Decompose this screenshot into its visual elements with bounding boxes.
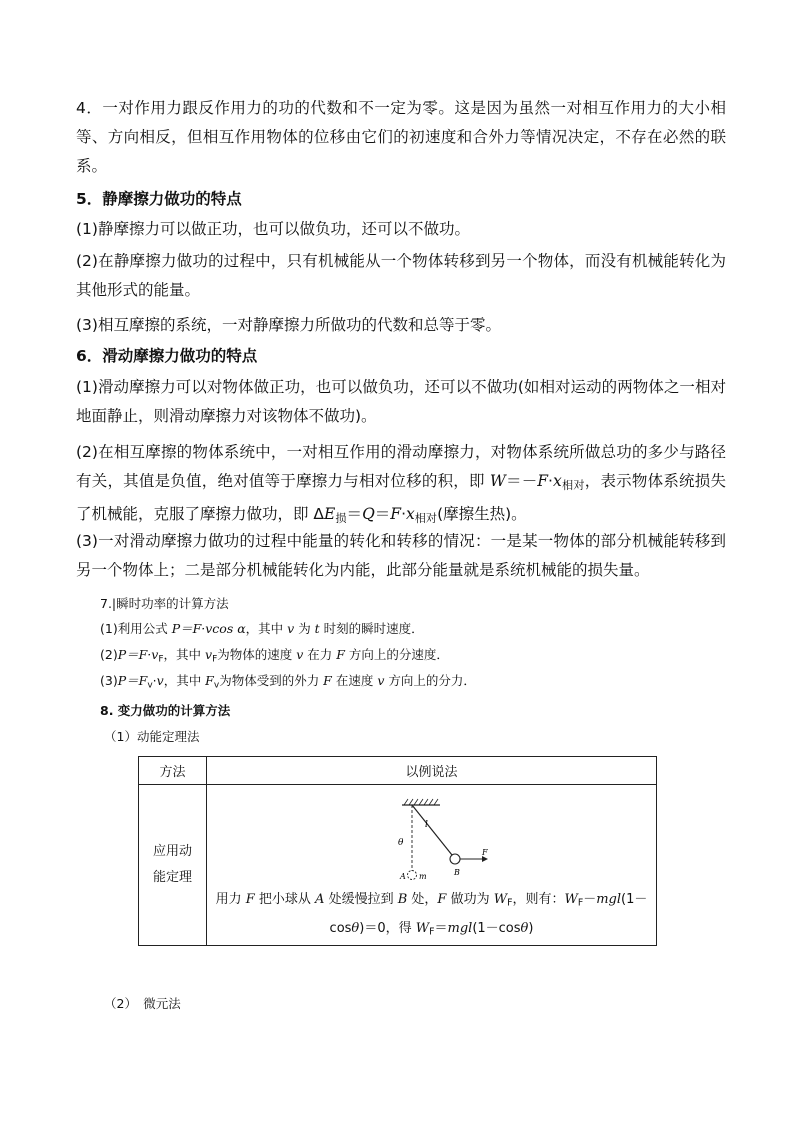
method-name-cell — [139, 785, 207, 946]
item-6-point-1: (1)滑动摩擦力可以对物体做正功，也可以做负功，还可以不做功(如相对运动的两物体之一相对地面静止，则滑动摩擦力对该物体不做功)。 — [76, 378, 726, 425]
label-a: A — [400, 872, 406, 881]
item-7-heading: 7.|瞬时功率的计算方法 — [100, 596, 229, 611]
method-name-line-2: 能定理 — [152, 870, 192, 885]
label-l: l — [425, 820, 428, 830]
ball-start-position — [408, 871, 417, 880]
label-b: B — [454, 868, 460, 877]
item-8-heading: 8. 变力做功的计算方法 — [100, 703, 231, 718]
item-7-line-1: (1)利用公式 P＝F·vcos α，其中 v 为 t 时刻的瞬时速度． — [100, 621, 424, 636]
item-5-point-2: (2)在静摩擦力做功的过程中，只有机械能从一个物体转移到另一个物体，而没有机械能转化为其他形式的能量。 — [76, 252, 726, 299]
item-8-sub-1: （1）动能定理法 — [104, 729, 200, 744]
label-m: m — [419, 872, 427, 881]
table-header-method: 方法 — [139, 757, 207, 785]
item-8-sub-2: （2） 微元法 — [104, 996, 181, 1011]
example-cell — [207, 785, 657, 946]
item-6-point-3: (3)一对滑动摩擦力做功的过程中能量的转化和转移的情况：一是某一物体的部分机械能转移到另一个物体上；二是部分机械能转化为内能，此部分能量就是系统机械能的损失量。 — [76, 532, 726, 579]
item-5-point-1: (1)静摩擦力可以做正功，也可以做负功，还可以不做功。 — [76, 220, 470, 238]
table-header-example: 以例说法 — [207, 757, 657, 785]
method-name-line-1: 应用动 — [152, 844, 192, 859]
table-header-row — [139, 757, 657, 785]
label-theta: θ — [398, 838, 404, 848]
item-7-line-3: $(3)P=F_v\cdot v$，其中 $F_v$为物体受到的外力 F 在速度 v 方向上的分力． — [100, 673, 476, 691]
label-f: F — [482, 848, 488, 857]
item-5-point-3: (3)相互摩擦的系统，一对静摩擦力所做功的代数和总等于零。 — [76, 316, 501, 334]
example-text: 用力 F 把小球从 A 处缓慢拉到 B 处，F 做功为 $W_F$，则有：$W_F-mgl(1-\cos\theta)=0$，得 $W_F=mgl(1-\cos\theta)$ — [215, 892, 648, 938]
item-6-heading: 6．滑动摩擦力做功的特点 — [76, 347, 258, 365]
item-5-heading: 5．静摩擦力做功的特点 — [76, 190, 242, 208]
item-7-line-2: $(2)P=F\cdot v_F$，其中 $v_F$为物体的速度 v 在力 F 方向上的分速度． — [100, 647, 449, 665]
item-4-paragraph: 4．一对作用力跟反作用力的功的代数和不一定为零。这是因为虽然一对相互作用力的大小相等、方向相反，但相互作用物体的位移由它们的初速度和合外力等情况决定，不存在必然的联系。 — [76, 99, 726, 175]
item-6-point-2: (2)在相互摩擦的物体系统中，一对相互作用的滑动摩擦力，对物体系统所做总功的多少与路径有关，其值是负值，绝对值等于摩擦力与相对位移的积，即 $W=-F\cdot x_{相对}$，表示物体系统损失了机械能，克服了摩擦力做功，即 $\Delta E_损=Q=F\cdot x_{相对}$(摩擦生热)。 — [76, 443, 726, 525]
table-row — [139, 785, 657, 946]
ceiling-hatch — [404, 799, 438, 805]
method-table — [138, 756, 657, 946]
ball-end-position — [450, 854, 460, 864]
pendulum-figure — [382, 793, 512, 885]
string-line — [412, 805, 452, 855]
